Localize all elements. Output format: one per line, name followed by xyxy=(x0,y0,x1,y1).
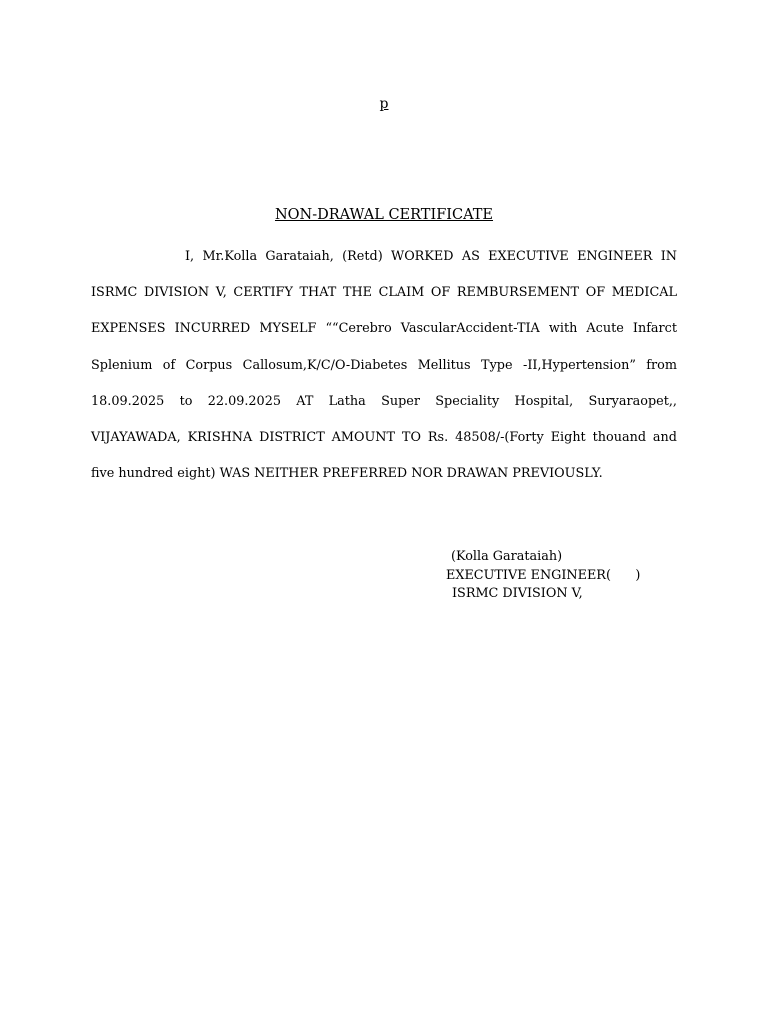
page-mark: p xyxy=(379,96,389,112)
certificate-title: NON-DRAWAL CERTIFICATE xyxy=(274,207,494,223)
signature-division: ISRMC DIVISION V, xyxy=(452,586,583,601)
signature-designation: EXECUTIVE ENGINEER( ) xyxy=(446,568,641,583)
signature-name: (Kolla Garataiah) xyxy=(451,549,563,564)
certificate-body: I, Mr.Kolla Garataiah, (Retd) WORKED AS EXECUTIVE ENGINEER IN ISRMC DIVISION V, CERTIFY THAT THE CLAIM OF REMBURSEMENT OF MEDICAL EXPENSES INCURRED MYSELF ““Cerebro VascularAccident-TIA with Acute Infarct Splenium of Corpus Callosum,K/C/O-Diabetes Mellitus Type -II,Hypertension” from 18.09.2025 to 22.09.2025 AT Latha Super Speciality Hospital, Suryaraopet,, VIJAYAWADA, KRISHNA DISTRICT AMOUNT TO Rs. 48508/-(Forty Eight thouand and five hundred eight) WAS NEITHER PREFERRED NOR DRAWAN PREVIOUSLY. xyxy=(91,249,677,482)
